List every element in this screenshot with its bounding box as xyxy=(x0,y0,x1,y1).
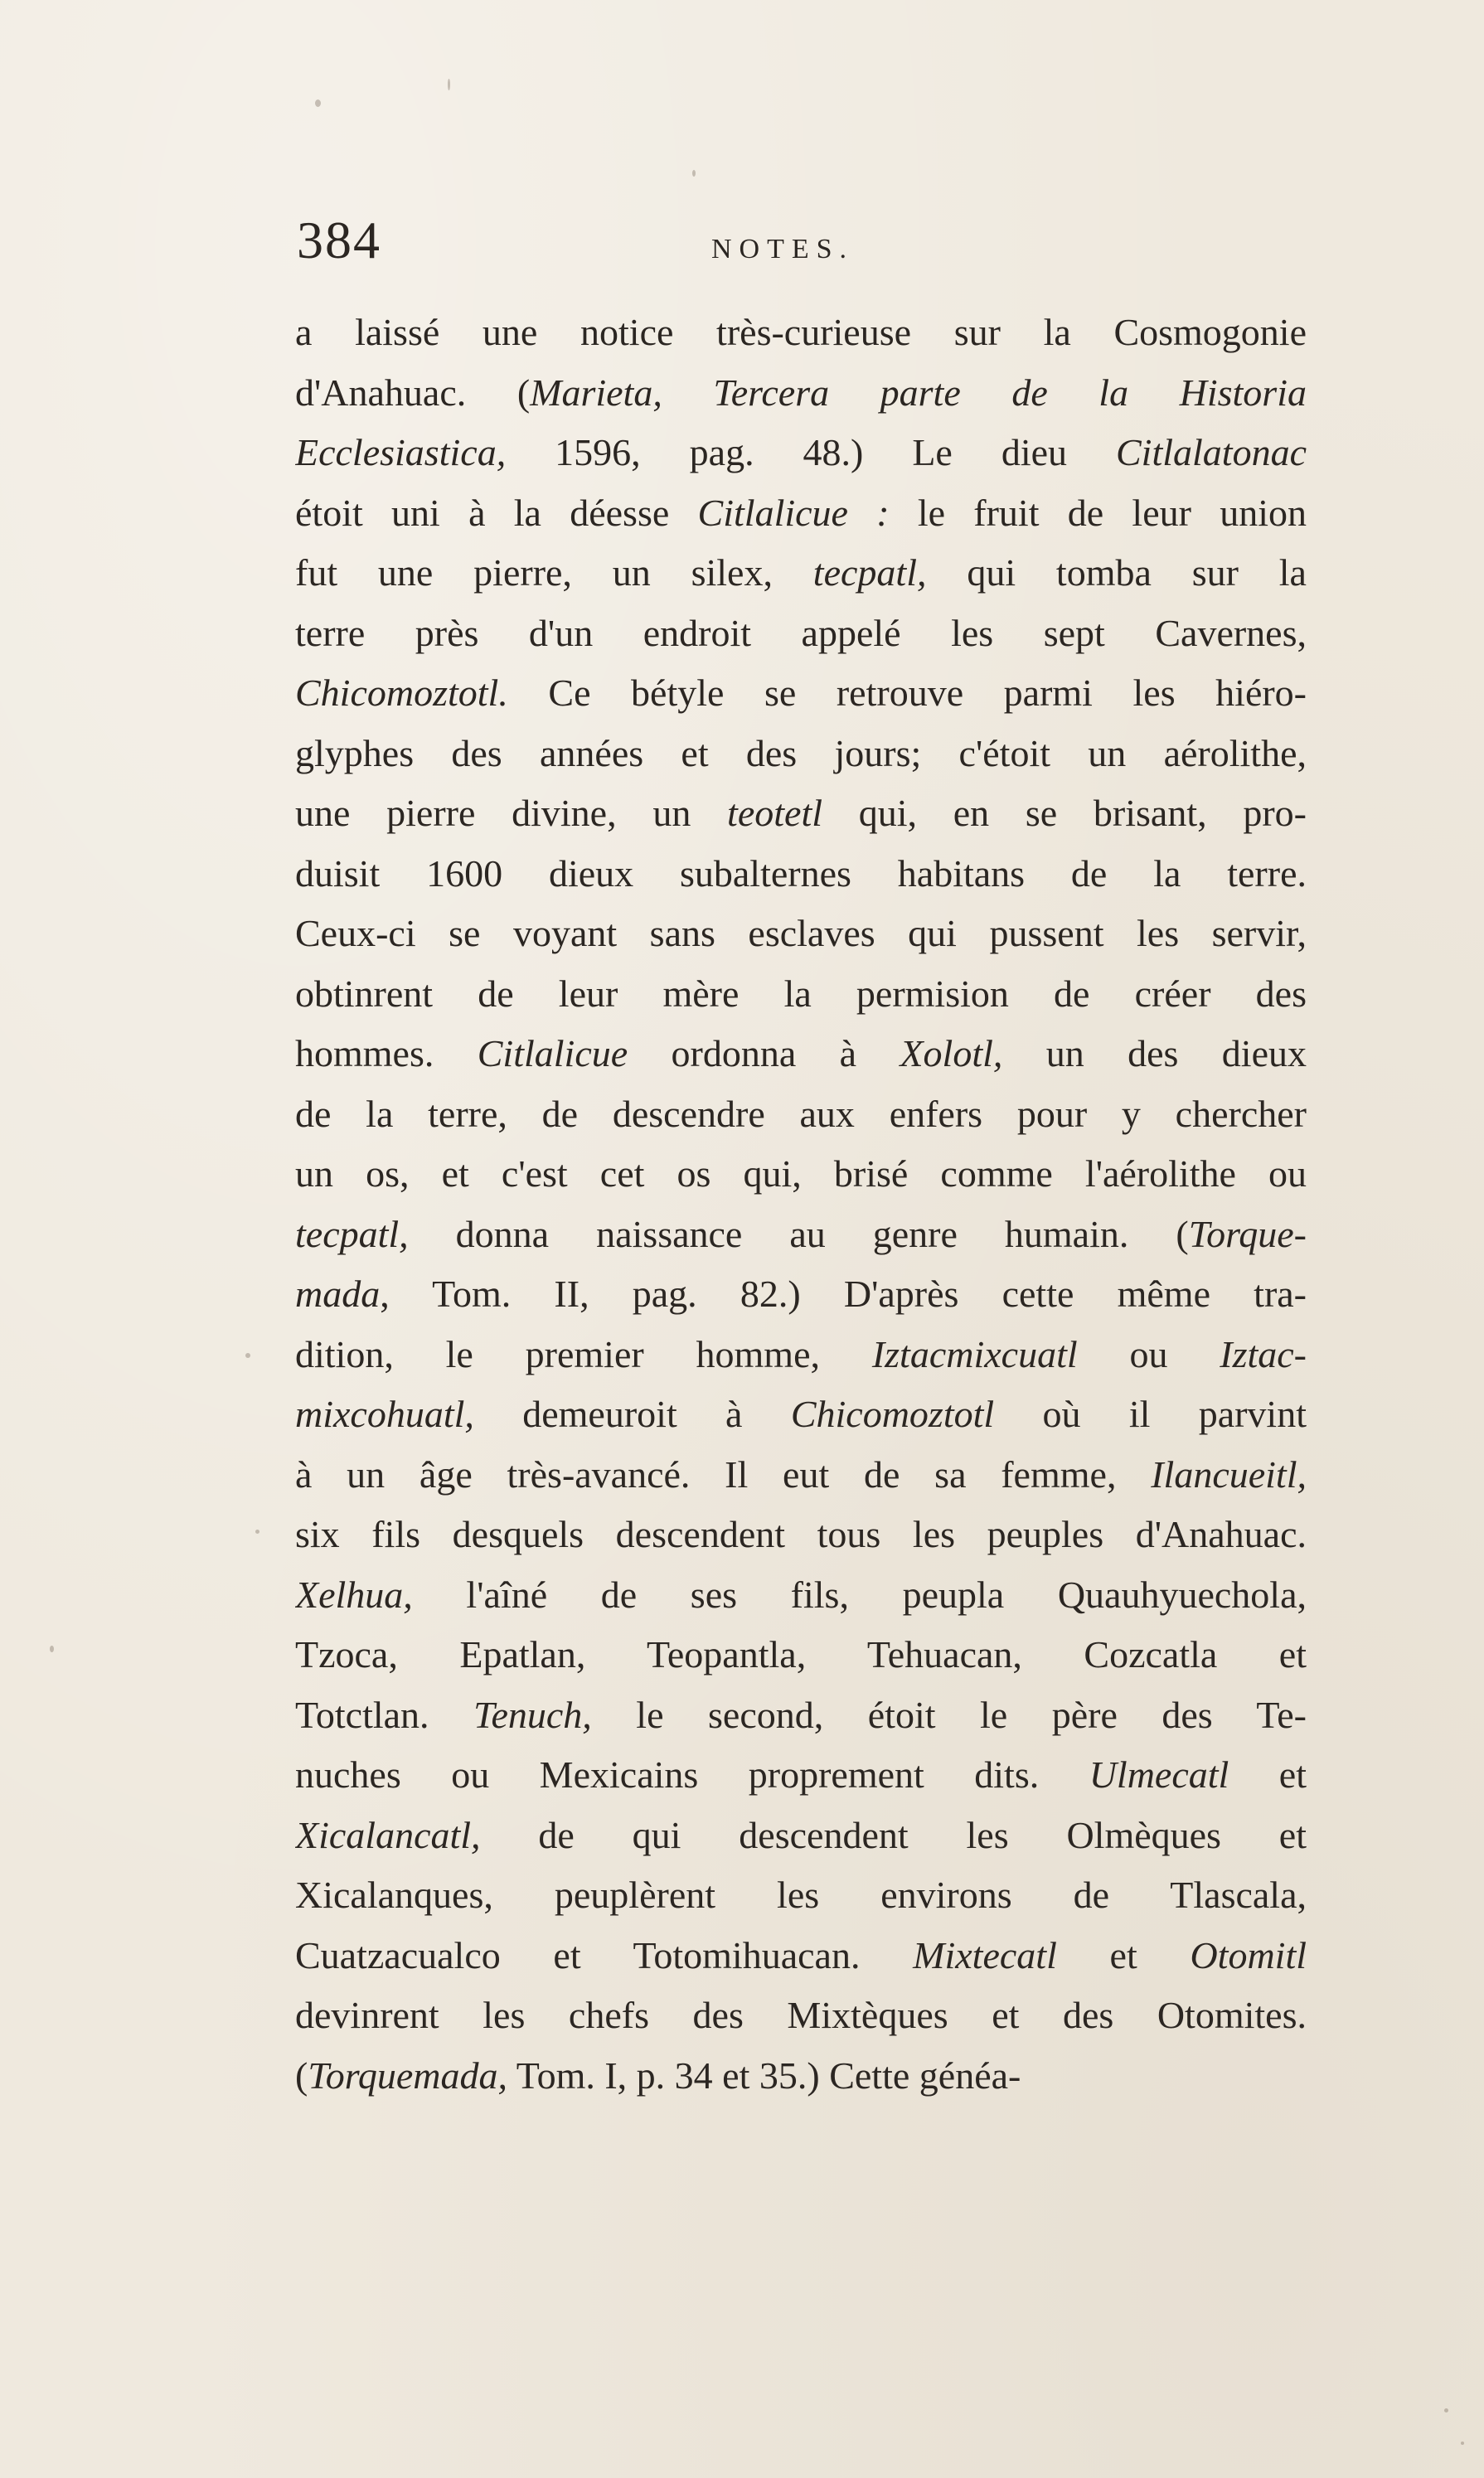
text-line: six fils desquels descendent tous les peuples d'Anahuac. xyxy=(295,1513,1307,1555)
text-line: Ecclesiastica, 1596, pag. 48.) Le dieu Citlalatonac xyxy=(295,431,1307,473)
text-line: Cuatzacualco et Totomihuacan. Mixtecatl et Otomitl xyxy=(295,1933,1307,1976)
text-line: un os, et c'est cet os qui, brisé comme l'aérolithe ou xyxy=(295,1152,1307,1195)
paper-speck xyxy=(1444,2408,1448,2413)
text-line: glyphes des années et des jours; c'étoit un aérolithe, xyxy=(295,731,1307,774)
paper-speck xyxy=(1461,2442,1464,2445)
paper-speck xyxy=(315,99,321,107)
paper-speck xyxy=(50,1646,54,1652)
text-line: Xicalanques, peuplèrent les environs de Tlascala, xyxy=(295,1874,1307,1916)
text-line: étoit uni à la déesse Citlalicue : le fruit de leur union xyxy=(295,491,1307,534)
text-line: mixcohuatl, demeuroit à Chicomoztotl où il parvint xyxy=(295,1393,1307,1435)
text-line: une pierre divine, un teotetl qui, en se brisant, pro- xyxy=(295,792,1307,834)
text-line: mada, Tom. II, pag. 82.) D'après cette même tra- xyxy=(295,1273,1307,1315)
text-line: terre près d'un endroit appelé les sept Cavernes, xyxy=(295,611,1307,654)
text-line: obtinrent de leur mère la permision de créer des xyxy=(295,972,1307,1015)
text-line: a laissé une notice très-curieuse sur la Cosmogonie xyxy=(295,311,1307,353)
text-line: devinrent les chefs des Mixtèques et des Otomites. xyxy=(295,1994,1307,2036)
page-number: 384 xyxy=(297,211,381,269)
text-line: Totctlan. Tenuch, le second, étoit le père des Te- xyxy=(295,1693,1307,1736)
paper-speck xyxy=(692,170,696,177)
text-line: duisit 1600 dieux subalternes habitans de la terre. xyxy=(295,851,1307,895)
text-line: fut une pierre, un silex, tecpatl, qui tomba sur la xyxy=(295,551,1307,594)
text-line: d'Anahuac. (Marieta, Tercera parte de la Historia xyxy=(295,371,1307,414)
text-line: nuches ou Mexicains proprement dits. Ulmecatl et xyxy=(295,1753,1307,1796)
text-line: de la terre, de descendre aux enfers pour y chercher xyxy=(295,1092,1307,1135)
paper-speck xyxy=(448,79,450,90)
text-line: (Torquemada, Tom. I, p. 34 et 35.) Cette généa- xyxy=(295,2054,1021,2097)
text-line: tecpatl, donna naissance au genre humain. (Torque- xyxy=(295,1212,1307,1255)
text-line: Ceux-ci se voyant sans esclaves qui pussent les servir, xyxy=(295,912,1307,954)
text-line: Chicomoztotl. Ce bétyle se retrouve parmi les hiéro- xyxy=(295,672,1307,714)
text-line: hommes. Citlalicue ordonna à Xolotl, un des dieux xyxy=(295,1032,1307,1074)
body-text xyxy=(295,303,1307,2106)
text-line: Xicalancatl, de qui descendent les Olmèques et xyxy=(295,1813,1307,1856)
paper-speck xyxy=(255,1530,259,1534)
text-line: à un âge très-avancé. Il eut de sa femme, Ilancueitl, xyxy=(295,1452,1307,1496)
text-line: Tzoca, Epatlan, Teopantla, Tehuacan, Cozcatla et xyxy=(295,1633,1307,1675)
running-head: NOTES. xyxy=(711,234,855,264)
paper-speck xyxy=(245,1353,250,1358)
text-line: Xelhua, l'aîné de ses fils, peupla Quauhyuechola, xyxy=(295,1573,1307,1616)
text-line: dition, le premier homme, Iztacmixcuatl ou Iztac- xyxy=(295,1332,1307,1375)
